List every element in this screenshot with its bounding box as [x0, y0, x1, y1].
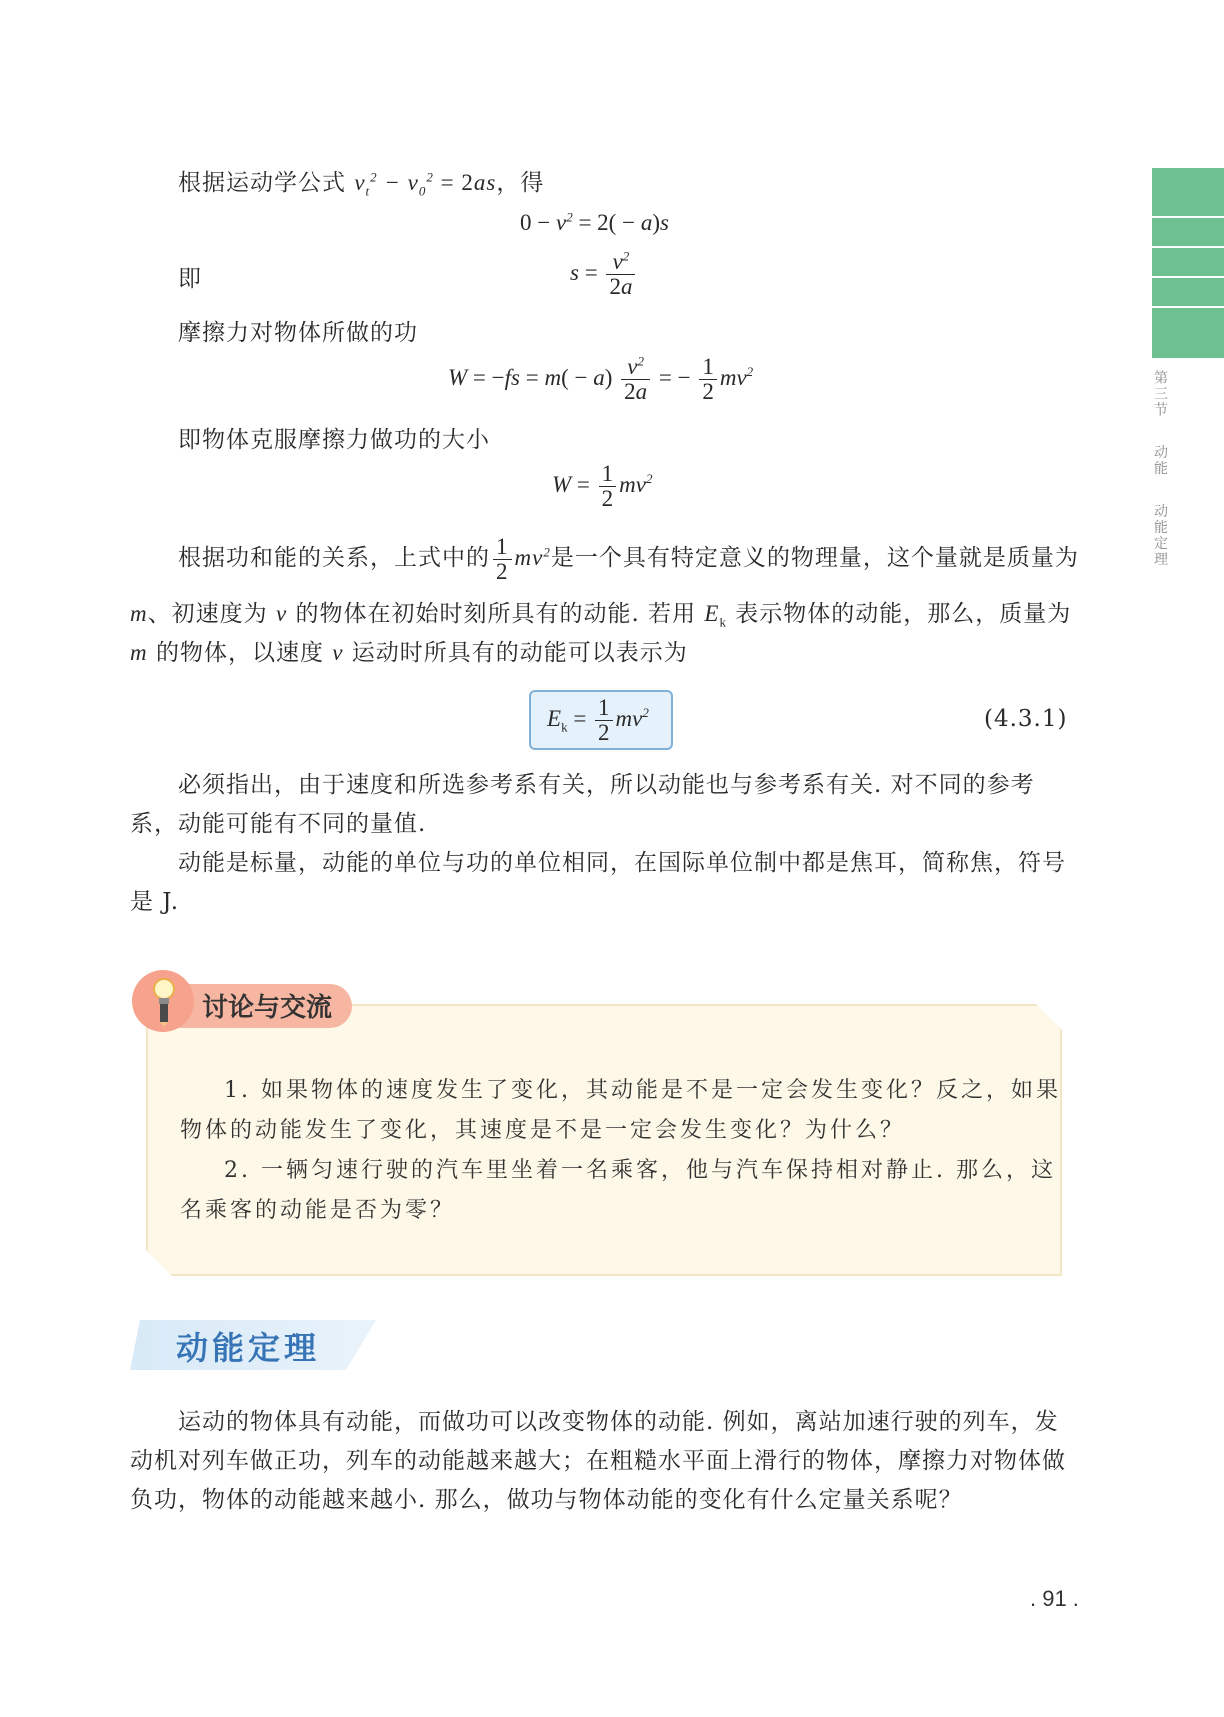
text-ji: 即: [178, 266, 202, 292]
text-friction-work: 摩擦力对物体所做的功: [178, 320, 418, 346]
discussion-q1-line2: 物体的动能发生了变化，其速度是不是一定会发生变化？为什么？: [180, 1118, 906, 1143]
tab-divider: [1152, 216, 1224, 218]
text-fragment: ，得: [496, 170, 545, 196]
equation-work-magnitude: W = $\frac{1}{2}$ $mv^2$: [552, 461, 653, 511]
equation-work-friction: W = −fs = m( − a) $\frac{v^2}{2a}$ = − $\frac{1}{2}$ $mv^2$: [448, 353, 754, 404]
equation-number: (4.3.1): [984, 706, 1068, 732]
text-fragment: 根据功和能的关系，上式中的: [178, 544, 490, 571]
tab-divider: [1152, 246, 1224, 248]
text-fragment: 根据运动学公式: [178, 170, 346, 196]
paragraph-kinetic-definition-1: 根据功和能的关系，上式中的 $\frac{1}{2}$ $mv^2$是一个具有特定意义的物理量，这个量就是质量为: [178, 534, 1079, 584]
side-section-label: [1150, 370, 1170, 568]
discussion-q2-line2: 名乘客的动能是否为零？: [180, 1198, 456, 1223]
section-heading: 动能定理: [176, 1329, 321, 1367]
lightbulb-icon: [148, 975, 180, 1027]
page-number: . 91 .: [1030, 1586, 1079, 1611]
text-fragment: 是一个具有特定意义的物理量，这个量就是质量为: [550, 544, 1079, 571]
paragraph-reference-1: 必须指出，由于速度和所选参考系有关，所以动能也与参考系有关. 对不同的参考: [178, 772, 1035, 798]
text-fragment: 、初速度为: [147, 601, 268, 627]
kinetic-energy-formula-box: [529, 690, 673, 750]
discussion-q2-line1: 2. 一辆匀速行驶的汽车里坐着一名乘客，他与汽车保持相对静止. 那么，这: [224, 1158, 1056, 1183]
discussion-q1-line1: 1. 如果物体的速度发生了变化，其动能是不是一定会发生变化？反之，如果: [224, 1078, 1061, 1103]
paragraph-kinetic-definition-3: m 的物体，以速度 v 运动时所具有的动能可以表示为: [130, 640, 688, 666]
paragraph-unit-2: 是 J.: [130, 889, 180, 915]
tab-divider: [1152, 276, 1224, 278]
formula-kinematics: $v_t^2 - v_0^2 = 2as$: [354, 169, 497, 199]
side-title-1: 动能: [1152, 444, 1168, 477]
text-fragment: 运动时所具有的动能可以表示为: [351, 640, 688, 666]
paragraph-kinetic-definition-2: m、初速度为 v 的物体在初始时刻所具有的动能. 若用 $E_k$ 表示物体的动能，那么，质量为: [130, 601, 1072, 630]
equation-zero-minus-v2: $0 - v^2 = 2( - a)s$: [520, 209, 669, 235]
side-section-number: 第三节: [1152, 370, 1168, 418]
kinetic-energy-formula: $E_k$ = $\frac{1}{2}$ $mv^2$: [547, 695, 649, 745]
text-fragment: 表示物体的动能，那么，质量为: [735, 601, 1072, 627]
paragraph-reference-2: 系，动能可能有不同的量值.: [130, 811, 427, 837]
section-paragraph-1: 运动的物体具有动能，而做功可以改变物体的动能. 例如，离站加速行驶的列车，发: [178, 1409, 1059, 1435]
text-line-kinematics: [178, 163, 544, 203]
side-title-2: 动能定理: [1152, 503, 1168, 568]
discussion-title: 讨论与交流: [202, 993, 333, 1023]
section-paragraph-3: 负功，物体的动能越来越小. 那么，做功与物体动能的变化有什么定量关系呢？: [130, 1487, 963, 1513]
tab-divider: [1152, 306, 1224, 308]
text-fragment: 的物体，以速度: [155, 640, 324, 666]
text-fragment: 的物体在初始时刻所具有的动能. 若用: [295, 601, 697, 627]
chapter-tab-strip: [1152, 168, 1224, 358]
paragraph-unit-1: 动能是标量，动能的单位与功的单位相同，在国际单位制中都是焦耳，简称焦，符号: [178, 850, 1066, 876]
equation-s: s = $\frac{v^2}{2a}$: [570, 250, 638, 299]
section-paragraph-2: 动机对列车做正功，列车的动能越来越大；在粗糙水平面上滑行的物体，摩擦力对物体做: [130, 1448, 1066, 1474]
text-overcome: 即物体克服摩擦力做功的大小: [178, 427, 490, 453]
